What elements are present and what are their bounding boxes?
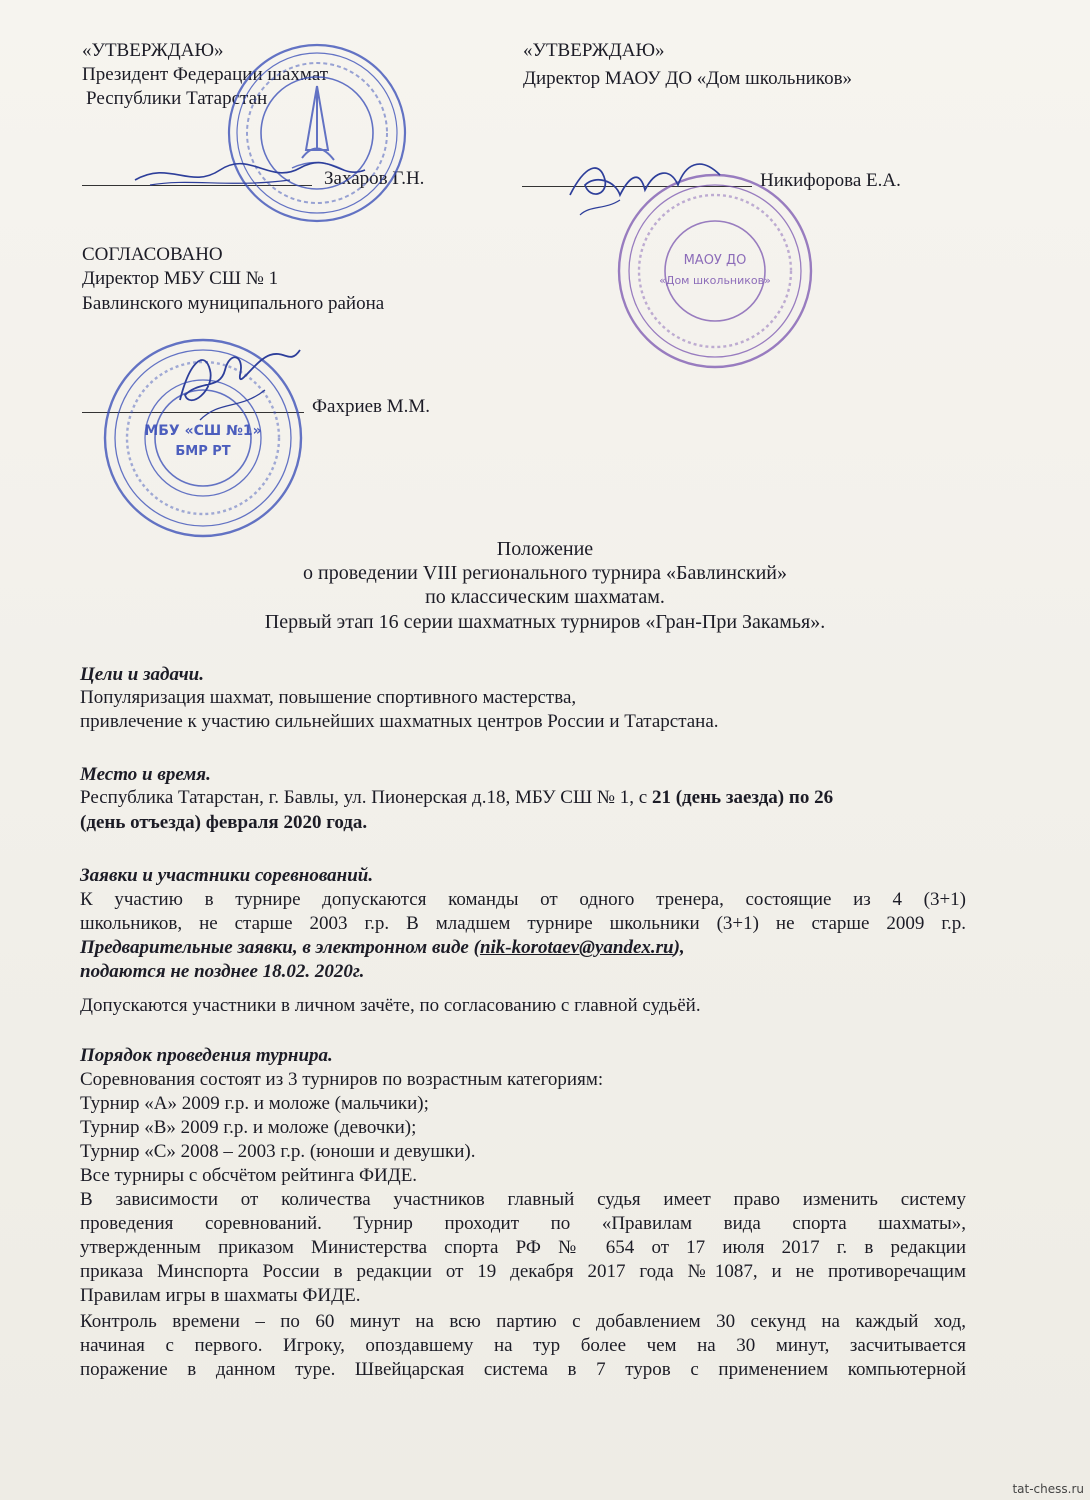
order-line-10: Правилам игры в шахматы ФИДЕ.: [80, 1285, 361, 1306]
order-line-9: приказа Минспорта России в редакции от 19 декабря 2017 года №1087, и не противоречащим: [80, 1261, 966, 1282]
section-heading-goals: Цели и задачи.: [80, 664, 205, 685]
place-line-2: (день отъезда) февраля 2020 года.: [80, 812, 368, 833]
approve-right-label: «УТВЕРЖДАЮ»: [523, 40, 665, 61]
entries-line-4: подаются не позднее 18.02. 2020г.: [80, 961, 365, 982]
approve-right-signer: Никифорова Е.А.: [760, 170, 901, 191]
order-line-12: начиная с первого. Игроку, опоздавшему на тур более чем на 30 минут, засчитывается: [80, 1335, 966, 1356]
order-line-13: поражение в данном туре. Швейцарская система в 7 туров с применением компьютерной: [80, 1359, 966, 1380]
approve-left-org: Республики Татарстан: [86, 88, 268, 109]
section-heading-place: Место и время.: [80, 764, 211, 785]
seal-right-center-1: МАОУ ДО: [683, 253, 747, 268]
doc-title: Положение: [496, 538, 594, 560]
signature-agreed: [170, 340, 310, 430]
order-line-2: Турнир «А» 2009 г.р. и моложе (мальчики);: [80, 1093, 429, 1114]
order-line-1: Соревнования состоят из 3 турниров по возрастным категориям:: [80, 1069, 604, 1090]
signature-right: [560, 145, 760, 225]
agreed-org: Бавлинского муниципального района: [82, 293, 385, 314]
order-line-7: проведения соревнований. Турнир проходит по «Правилам вида спорта шахматы»,: [80, 1213, 966, 1234]
approve-left-position: Президент Федерации шахмат: [82, 64, 329, 85]
entries-line-3-text: Предварительные заявки, в электронном виде (: [80, 937, 480, 958]
goals-line-2: привлечение к участию сильнейших шахматных центров России и Татарстана.: [80, 711, 719, 732]
seal-bottom-center-1: МБУ «СШ №1»: [144, 423, 262, 439]
place-dates-bold: 21 (день заезда) по 26: [651, 787, 834, 808]
entries-line-2: школьников, не старше 2003 г.р. В младшем турнире школьники (3+1) не старше 2009 г.р.: [80, 913, 966, 934]
section-heading-entries: Заявки и участники соревнований.: [80, 865, 374, 886]
order-line-6: В зависимости от количества участников главный судья имеет право изменить систему: [80, 1189, 966, 1210]
agreed-position: Директор МБУ СШ № 1: [82, 268, 279, 289]
doc-subtitle-1: о проведении VIII регионального турнира «Бавлинский»: [303, 562, 787, 584]
approve-right-position: Директор МАОУ ДО «Дом школьников»: [523, 68, 853, 89]
seal-bottom-center-2: БМР РТ: [175, 444, 231, 459]
order-line-8: утвержденным приказом Министерства спорта РФ № 654 от 17 июля 2017 г. в редакции: [80, 1237, 966, 1258]
place-line-1: [80, 787, 833, 809]
entries-line-5: Допускаются участники в личном зачёте, по согласованию с главной судьёй.: [80, 995, 701, 1016]
entries-line-1: К участию в турнире допускаются команды от одного тренера, состоящие из 4 (3+1): [80, 889, 966, 910]
order-line-5: Все турниры с обсчётом рейтинга ФИДЕ.: [80, 1165, 418, 1186]
watermark: tat-chess.ru: [1012, 1482, 1084, 1496]
doc-subtitle-3: Первый этап 16 серии шахматных турниров «Гран-При Закамья».: [264, 611, 826, 633]
entries-line-3-end: ),: [673, 937, 685, 958]
goals-line-1: Популяризация шахмат, повышение спортивного мастерства,: [80, 687, 577, 708]
section-heading-order: Порядок проведения турнира.: [80, 1045, 333, 1066]
doc-subtitle-2: по классическим шахматам.: [425, 586, 665, 608]
order-line-3: Турнир «В» 2009 г.р. и моложе (девочки);: [80, 1117, 417, 1138]
agreed-label: СОГЛАСОВАНО: [82, 244, 223, 265]
place-line-1-text: Республика Татарстан, г. Бавлы, ул. Пионерская д.18, МБУ СШ № 1, с: [80, 787, 652, 808]
entries-line-3: [80, 937, 685, 959]
entries-email-link[interactable]: nik-korotaev@yandex.ru: [479, 937, 674, 958]
order-line-4: Турнир «С» 2008 – 2003 г.р. (юноши и девушки).: [80, 1141, 476, 1162]
approve-left-label: «УТВЕРЖДАЮ»: [82, 40, 224, 61]
order-line-11: Контроль времени – по 60 минут на всю партию с добавлением 30 секунд на каждый ход,: [80, 1311, 966, 1332]
signature-left: [130, 140, 370, 200]
seal-right-center-2: «Дом школьников»: [659, 274, 771, 287]
agreed-signer: Фахриев М.М.: [312, 396, 431, 417]
approve-left-signer: Захаров Г.Н.: [324, 168, 425, 189]
